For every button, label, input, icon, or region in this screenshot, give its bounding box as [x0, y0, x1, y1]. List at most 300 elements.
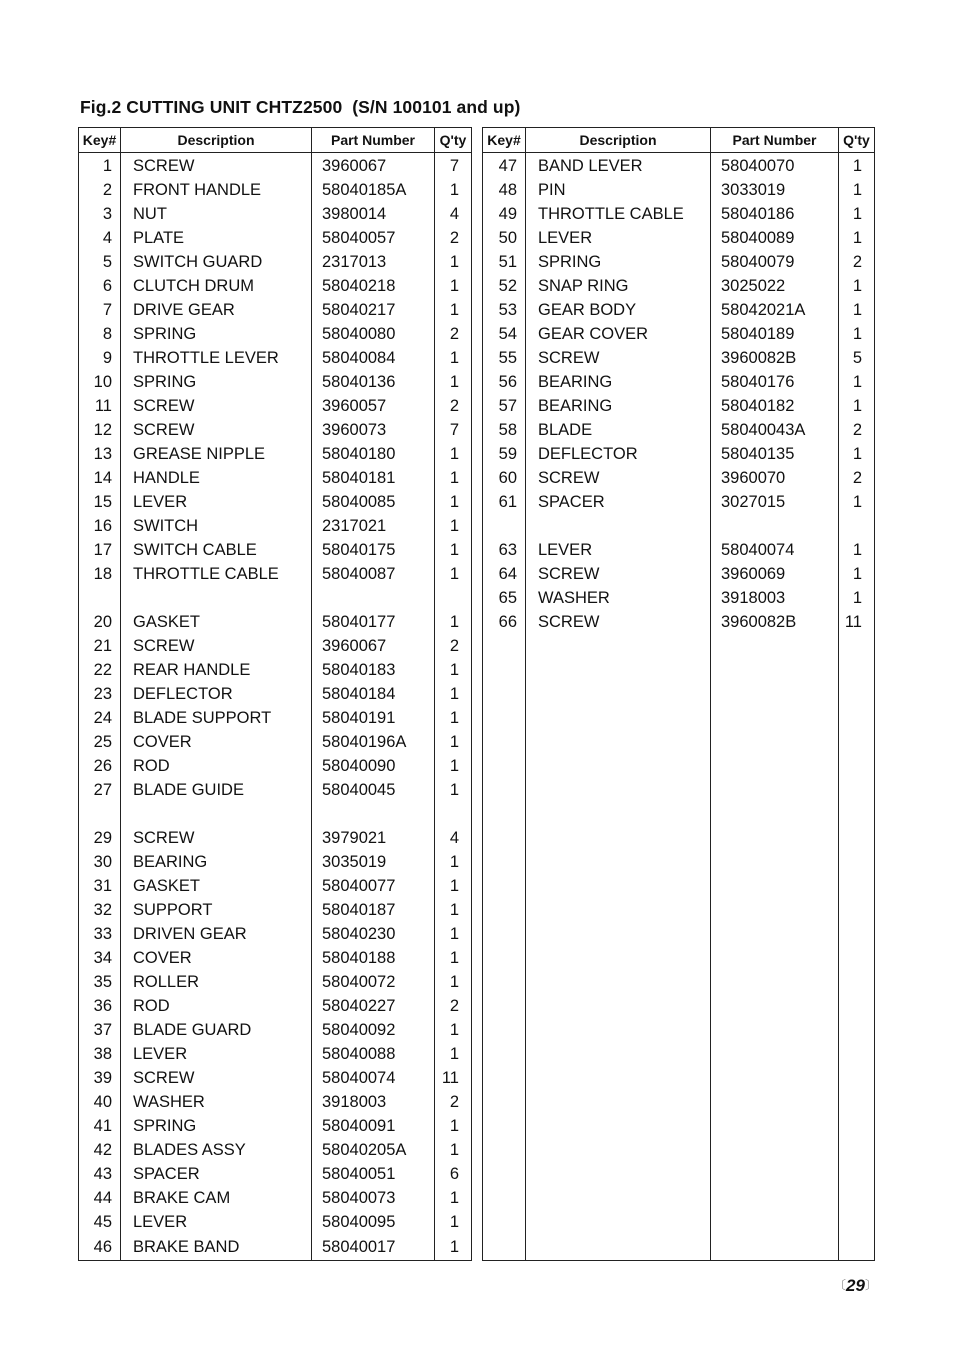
row-description: BEARING	[121, 850, 312, 874]
row-qty	[839, 634, 875, 658]
row-part-number	[711, 826, 839, 850]
table-row	[79, 1186, 472, 1210]
row-qty: 1	[435, 922, 472, 946]
table-row	[483, 730, 875, 754]
table-row	[79, 1114, 472, 1138]
row-part-number: 3918003	[312, 1090, 435, 1114]
row-key: 65	[483, 586, 526, 610]
row-description	[526, 730, 711, 754]
row-key: 5	[79, 250, 121, 274]
row-qty: 1	[435, 442, 472, 466]
row-qty	[839, 706, 875, 730]
row-qty: 2	[435, 394, 472, 418]
row-key	[483, 1042, 526, 1066]
row-description: CLUTCH DRUM	[121, 274, 312, 298]
row-description	[526, 1186, 711, 1210]
row-part-number	[711, 1162, 839, 1186]
row-qty: 1	[435, 1114, 472, 1138]
row-description: SWITCH CABLE	[121, 538, 312, 562]
table-row	[79, 850, 472, 874]
row-qty	[839, 1138, 875, 1162]
table-row	[483, 1042, 875, 1066]
table-row	[79, 346, 472, 370]
row-qty: 1	[435, 514, 472, 538]
table-row	[483, 298, 875, 322]
row-description: THROTTLE LEVER	[121, 346, 312, 370]
row-part-number	[711, 850, 839, 874]
row-key: 46	[79, 1234, 121, 1261]
row-key: 61	[483, 490, 526, 514]
row-qty: 1	[839, 442, 875, 466]
row-qty	[839, 1162, 875, 1186]
table-row	[483, 202, 875, 226]
row-qty	[839, 922, 875, 946]
row-key: 47	[483, 153, 526, 179]
row-key: 34	[79, 946, 121, 970]
row-part-number: 58040136	[312, 370, 435, 394]
row-qty	[839, 1042, 875, 1066]
row-description: DEFLECTOR	[526, 442, 711, 466]
table-row	[79, 1066, 472, 1090]
row-qty: 2	[839, 418, 875, 442]
row-key	[483, 802, 526, 826]
table-row	[483, 1234, 875, 1261]
table-row	[483, 1186, 875, 1210]
row-qty: 1	[435, 970, 472, 994]
row-part-number: 58040177	[312, 610, 435, 634]
row-key: 7	[79, 298, 121, 322]
table-row	[483, 538, 875, 562]
row-key: 14	[79, 466, 121, 490]
row-qty: 1	[435, 682, 472, 706]
row-description	[526, 706, 711, 730]
row-description: BRAKE BAND	[121, 1234, 312, 1261]
row-qty: 1	[435, 1018, 472, 1042]
row-key	[483, 898, 526, 922]
row-part-number	[711, 658, 839, 682]
row-qty: 1	[435, 490, 472, 514]
row-description: SCREW	[121, 826, 312, 850]
row-part-number: 3960069	[711, 562, 839, 586]
table-row	[79, 538, 472, 562]
row-qty	[839, 802, 875, 826]
row-part-number: 58040230	[312, 922, 435, 946]
row-qty	[839, 778, 875, 802]
table-row	[79, 274, 472, 298]
table-row	[483, 754, 875, 778]
row-qty: 1	[435, 658, 472, 682]
table-row	[483, 898, 875, 922]
table-row	[483, 922, 875, 946]
row-description: COVER	[121, 946, 312, 970]
row-key: 54	[483, 322, 526, 346]
row-part-number	[711, 778, 839, 802]
row-description	[526, 682, 711, 706]
row-description	[526, 850, 711, 874]
row-qty: 6	[435, 1162, 472, 1186]
row-part-number: 58040184	[312, 682, 435, 706]
row-qty	[839, 1066, 875, 1090]
row-key: 51	[483, 250, 526, 274]
row-part-number	[711, 706, 839, 730]
row-qty	[435, 802, 472, 826]
row-part-number	[711, 1234, 839, 1261]
row-key: 1	[79, 153, 121, 179]
row-key: 15	[79, 490, 121, 514]
row-key: 38	[79, 1042, 121, 1066]
table-row	[483, 994, 875, 1018]
table-row	[483, 250, 875, 274]
table-row	[483, 274, 875, 298]
row-description	[526, 778, 711, 802]
row-description: GEAR COVER	[526, 322, 711, 346]
row-key	[483, 730, 526, 754]
row-description	[526, 1066, 711, 1090]
row-part-number: 58040191	[312, 706, 435, 730]
row-qty: 2	[839, 466, 875, 490]
row-part-number	[711, 1210, 839, 1234]
row-qty	[839, 730, 875, 754]
row-part-number: 3980014	[312, 202, 435, 226]
row-part-number	[711, 1066, 839, 1090]
row-description: THROTTLE CABLE	[526, 202, 711, 226]
row-qty	[839, 1090, 875, 1114]
row-qty	[839, 658, 875, 682]
row-description: COVER	[121, 730, 312, 754]
table-row	[79, 442, 472, 466]
table-row	[483, 778, 875, 802]
row-part-number	[711, 1186, 839, 1210]
row-description: GASKET	[121, 874, 312, 898]
table-row	[79, 1234, 472, 1261]
row-description: DRIVEN GEAR	[121, 922, 312, 946]
row-key: 31	[79, 874, 121, 898]
row-description: BLADE GUARD	[121, 1018, 312, 1042]
row-key	[79, 802, 121, 826]
row-part-number: 58040218	[312, 274, 435, 298]
row-key: 27	[79, 778, 121, 802]
table-row	[483, 178, 875, 202]
row-description: WASHER	[121, 1090, 312, 1114]
row-key: 39	[79, 1066, 121, 1090]
row-key: 44	[79, 1186, 121, 1210]
row-part-number	[711, 730, 839, 754]
table-row	[483, 1018, 875, 1042]
row-description: BLADES ASSY	[121, 1138, 312, 1162]
table-row	[483, 610, 875, 634]
row-qty: 1	[435, 250, 472, 274]
row-description: NUT	[121, 202, 312, 226]
row-qty: 4	[435, 826, 472, 850]
table-row	[79, 1162, 472, 1186]
row-part-number: 58040205A	[312, 1138, 435, 1162]
table-row	[79, 322, 472, 346]
row-key: 50	[483, 226, 526, 250]
row-qty	[839, 1114, 875, 1138]
table-row	[79, 994, 472, 1018]
table-row	[483, 706, 875, 730]
row-part-number: 3918003	[711, 586, 839, 610]
row-qty	[839, 874, 875, 898]
row-key: 23	[79, 682, 121, 706]
row-description: SCREW	[121, 394, 312, 418]
row-part-number	[711, 802, 839, 826]
table-row	[79, 226, 472, 250]
table-row	[483, 226, 875, 250]
row-description: THROTTLE CABLE	[121, 562, 312, 586]
row-part-number: 58040074	[312, 1066, 435, 1090]
row-qty: 4	[435, 202, 472, 226]
row-description: SCREW	[121, 418, 312, 442]
row-qty: 1	[839, 274, 875, 298]
row-part-number	[711, 682, 839, 706]
row-key	[483, 658, 526, 682]
row-part-number: 2317013	[312, 250, 435, 274]
row-part-number: 58040088	[312, 1042, 435, 1066]
row-part-number	[711, 946, 839, 970]
header-key: Key#	[483, 128, 526, 153]
table-row	[483, 466, 875, 490]
row-key	[483, 970, 526, 994]
row-description: GEAR BODY	[526, 298, 711, 322]
table-row	[79, 562, 472, 586]
row-part-number: 58040043A	[711, 418, 839, 442]
table-row	[79, 202, 472, 226]
row-part-number: 58040045	[312, 778, 435, 802]
table-row	[79, 586, 472, 610]
row-key	[483, 754, 526, 778]
table-row	[483, 490, 875, 514]
row-part-number: 58040185A	[312, 178, 435, 202]
row-qty	[839, 1186, 875, 1210]
row-qty: 1	[435, 754, 472, 778]
row-key	[483, 1162, 526, 1186]
row-key	[483, 1138, 526, 1162]
table-row	[79, 1018, 472, 1042]
row-part-number	[711, 634, 839, 658]
row-key: 21	[79, 634, 121, 658]
row-description	[121, 586, 312, 610]
header-qty: Q'ty	[435, 128, 472, 153]
row-qty: 1	[839, 226, 875, 250]
row-key	[483, 1018, 526, 1042]
row-part-number: 3960067	[312, 634, 435, 658]
row-part-number: 58040186	[711, 202, 839, 226]
table-row	[79, 1210, 472, 1234]
table-row	[483, 1162, 875, 1186]
row-description	[526, 1018, 711, 1042]
row-qty	[839, 994, 875, 1018]
row-key: 41	[79, 1114, 121, 1138]
row-qty: 1	[435, 466, 472, 490]
row-qty: 2	[435, 1090, 472, 1114]
row-part-number: 58040070	[711, 153, 839, 179]
row-description	[526, 514, 711, 538]
row-part-number: 58040087	[312, 562, 435, 586]
row-part-number: 58040180	[312, 442, 435, 466]
header-key: Key#	[79, 128, 121, 153]
row-part-number: 3960057	[312, 394, 435, 418]
page-title: Fig.2 CUTTING UNIT CHTZ2500 (S/N 100101 and up)	[80, 97, 521, 117]
table-row	[483, 346, 875, 370]
row-key: 30	[79, 850, 121, 874]
table-row	[79, 370, 472, 394]
row-description: ROLLER	[121, 970, 312, 994]
row-description: GASKET	[121, 610, 312, 634]
row-qty	[839, 970, 875, 994]
row-description: LEVER	[121, 1210, 312, 1234]
row-qty: 1	[435, 610, 472, 634]
row-key: 60	[483, 466, 526, 490]
table-row	[79, 178, 472, 202]
row-description	[526, 922, 711, 946]
table-row	[483, 850, 875, 874]
row-part-number: 3960070	[711, 466, 839, 490]
row-key	[483, 778, 526, 802]
row-part-number: 58040187	[312, 898, 435, 922]
row-description	[526, 1042, 711, 1066]
row-description: SUPPORT	[121, 898, 312, 922]
row-description: BAND LEVER	[526, 153, 711, 179]
row-description: SCREW	[526, 346, 711, 370]
row-description: ROD	[121, 754, 312, 778]
row-qty: 1	[435, 1234, 472, 1261]
row-key: 33	[79, 922, 121, 946]
table-row	[79, 922, 472, 946]
row-key: 66	[483, 610, 526, 634]
table-row	[483, 634, 875, 658]
row-description	[526, 994, 711, 1018]
row-key: 10	[79, 370, 121, 394]
row-key	[483, 1066, 526, 1090]
row-description	[526, 1234, 711, 1261]
row-qty: 1	[839, 322, 875, 346]
row-description: DRIVE GEAR	[121, 298, 312, 322]
row-key: 48	[483, 178, 526, 202]
row-description: WASHER	[526, 586, 711, 610]
table-row	[483, 946, 875, 970]
row-description: SPACER	[526, 490, 711, 514]
row-description: ROD	[121, 994, 312, 1018]
table-row	[483, 1114, 875, 1138]
row-part-number: 58040079	[711, 250, 839, 274]
row-part-number: 3960082B	[711, 610, 839, 634]
row-part-number: 3033019	[711, 178, 839, 202]
row-description	[526, 658, 711, 682]
page-number: 〔29〕	[834, 1276, 877, 1295]
row-key: 49	[483, 202, 526, 226]
table-row	[483, 586, 875, 610]
table-row	[79, 153, 472, 179]
row-description: PLATE	[121, 226, 312, 250]
row-key: 16	[79, 514, 121, 538]
row-key: 13	[79, 442, 121, 466]
row-description	[526, 898, 711, 922]
row-part-number: 58040073	[312, 1186, 435, 1210]
table-row	[79, 802, 472, 826]
row-key: 2	[79, 178, 121, 202]
row-key	[79, 586, 121, 610]
row-key: 37	[79, 1018, 121, 1042]
row-description: BEARING	[526, 370, 711, 394]
row-qty: 1	[435, 1210, 472, 1234]
row-qty: 1	[435, 778, 472, 802]
row-qty: 1	[435, 874, 472, 898]
row-qty: 1	[435, 1042, 472, 1066]
row-description	[526, 1090, 711, 1114]
row-key	[483, 922, 526, 946]
row-description	[526, 802, 711, 826]
row-part-number: 58040196A	[312, 730, 435, 754]
row-key: 24	[79, 706, 121, 730]
row-key	[483, 1090, 526, 1114]
row-qty	[839, 850, 875, 874]
row-part-number: 3025022	[711, 274, 839, 298]
row-key	[483, 706, 526, 730]
row-part-number: 58040182	[711, 394, 839, 418]
row-key: 59	[483, 442, 526, 466]
row-key	[483, 874, 526, 898]
row-key: 29	[79, 826, 121, 850]
row-qty: 1	[435, 298, 472, 322]
row-description	[526, 1138, 711, 1162]
table-row	[79, 874, 472, 898]
header-description: Description	[526, 128, 711, 153]
header-part-number: Part Number	[711, 128, 839, 153]
row-qty: 1	[435, 562, 472, 586]
row-key	[483, 826, 526, 850]
row-part-number	[711, 994, 839, 1018]
row-description	[526, 1114, 711, 1138]
table-row	[79, 490, 472, 514]
row-key: 20	[79, 610, 121, 634]
row-qty: 1	[839, 490, 875, 514]
row-description: SCREW	[526, 466, 711, 490]
row-key: 3	[79, 202, 121, 226]
row-qty: 1	[435, 274, 472, 298]
row-key: 26	[79, 754, 121, 778]
table-row	[483, 1210, 875, 1234]
row-part-number	[711, 1138, 839, 1162]
row-key: 4	[79, 226, 121, 250]
row-part-number	[711, 922, 839, 946]
row-key: 64	[483, 562, 526, 586]
row-part-number: 2317021	[312, 514, 435, 538]
header-qty: Q'ty	[839, 128, 875, 153]
row-part-number: 58040057	[312, 226, 435, 250]
row-qty: 1	[435, 370, 472, 394]
row-part-number: 58040217	[312, 298, 435, 322]
row-key: 56	[483, 370, 526, 394]
row-description: SCREW	[121, 153, 312, 179]
row-key	[483, 1210, 526, 1234]
row-qty: 1	[435, 1138, 472, 1162]
table-row	[483, 562, 875, 586]
row-key: 35	[79, 970, 121, 994]
row-qty: 11	[839, 610, 875, 634]
row-qty: 1	[839, 298, 875, 322]
table-row	[483, 1090, 875, 1114]
row-qty: 1	[435, 706, 472, 730]
table-row	[79, 514, 472, 538]
row-part-number	[711, 874, 839, 898]
row-qty: 2	[435, 226, 472, 250]
row-part-number: 58040085	[312, 490, 435, 514]
row-description: SCREW	[121, 1066, 312, 1090]
row-part-number: 58040135	[711, 442, 839, 466]
row-key: 8	[79, 322, 121, 346]
row-qty: 1	[839, 538, 875, 562]
